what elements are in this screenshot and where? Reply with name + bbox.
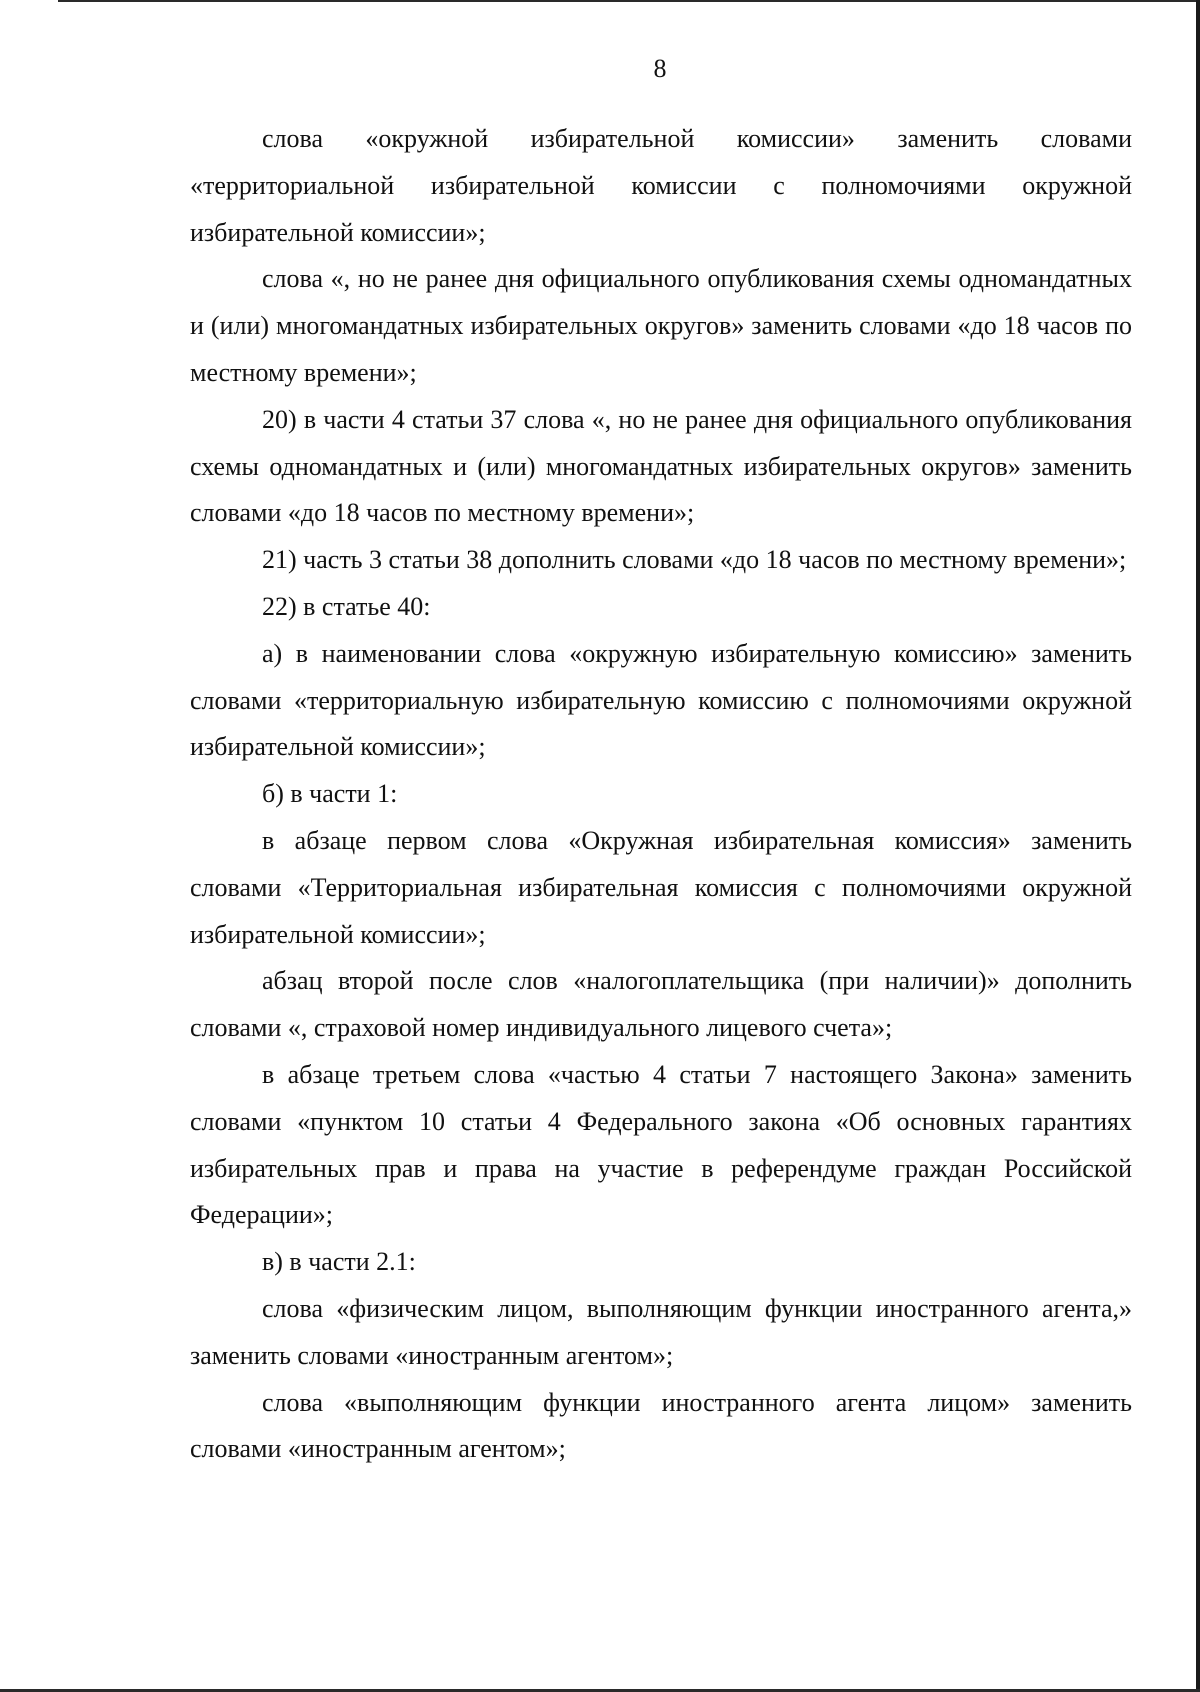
scan-edge-right: [1196, 0, 1200, 1692]
paragraph-12: слова «физическим лицом, выполняющим функции иностранного агента,» заменить словами «иностранным агентом»;: [190, 1293, 1132, 1370]
paragraph-7: б) в части 1:: [262, 779, 398, 809]
paragraph-9: абзац второй после слов «налогоплательщика (при наличии)» дополнить словами «, страховой номер индивидуального лицевого счета»;: [190, 966, 1132, 1043]
paragraph-10: в абзаце третьем слова «частью 4 статьи 7 настоящего Закона» заменить словами «пунктом 10 статьи 4 Федерального закона «Об основных гарантиях избирательных прав и права на участие в референдуме граждан Российской Федерации»;: [190, 1059, 1132, 1230]
page-number: 8: [653, 54, 667, 83]
paragraph-11: в) в части 2.1:: [262, 1247, 416, 1277]
paragraph-5: 22) в статье 40:: [262, 591, 431, 621]
scan-edge-top: [58, 0, 1200, 2]
paragraph-1: слова «окружной избирательной комиссии» заменить словами «территориальной избирательной комиссии с полномочиями окружной избирательной комиссии»;: [190, 124, 1132, 247]
paragraph-3: 20) в части 4 статьи 37 слова «, но не ранее дня официального опубликования схемы одномандатных и (или) многомандатных избирательных округов» заменить словами «до 18 часов по местному времени»;: [190, 404, 1132, 528]
paragraph-6: а) в наименовании слова «окружную избирательную комиссию» заменить словами «территориальную избирательную комиссию с полномочиями окружной избирательной комиссии»;: [190, 638, 1132, 762]
document-body: [190, 116, 1132, 1473]
paragraph-13: слова «выполняющим функции иностранного агента лицом» заменить словами «иностранным агентом»;: [190, 1387, 1132, 1464]
paragraph-8: в абзаце первом слова «Окружная избирательная комиссия» заменить словами «Территориальная избирательная комиссия с полномочиями окружной избирательной комиссии»;: [190, 825, 1132, 949]
paragraph-2: слова «, но не ранее дня официального опубликования схемы одномандатных и (или) многомандатных избирательных округов» заменить словами «до 18 часов по местному времени»;: [190, 264, 1132, 387]
paragraph-4: 21) часть 3 статьи 38 дополнить словами «до 18 часов по местному времени»;: [262, 545, 1127, 575]
